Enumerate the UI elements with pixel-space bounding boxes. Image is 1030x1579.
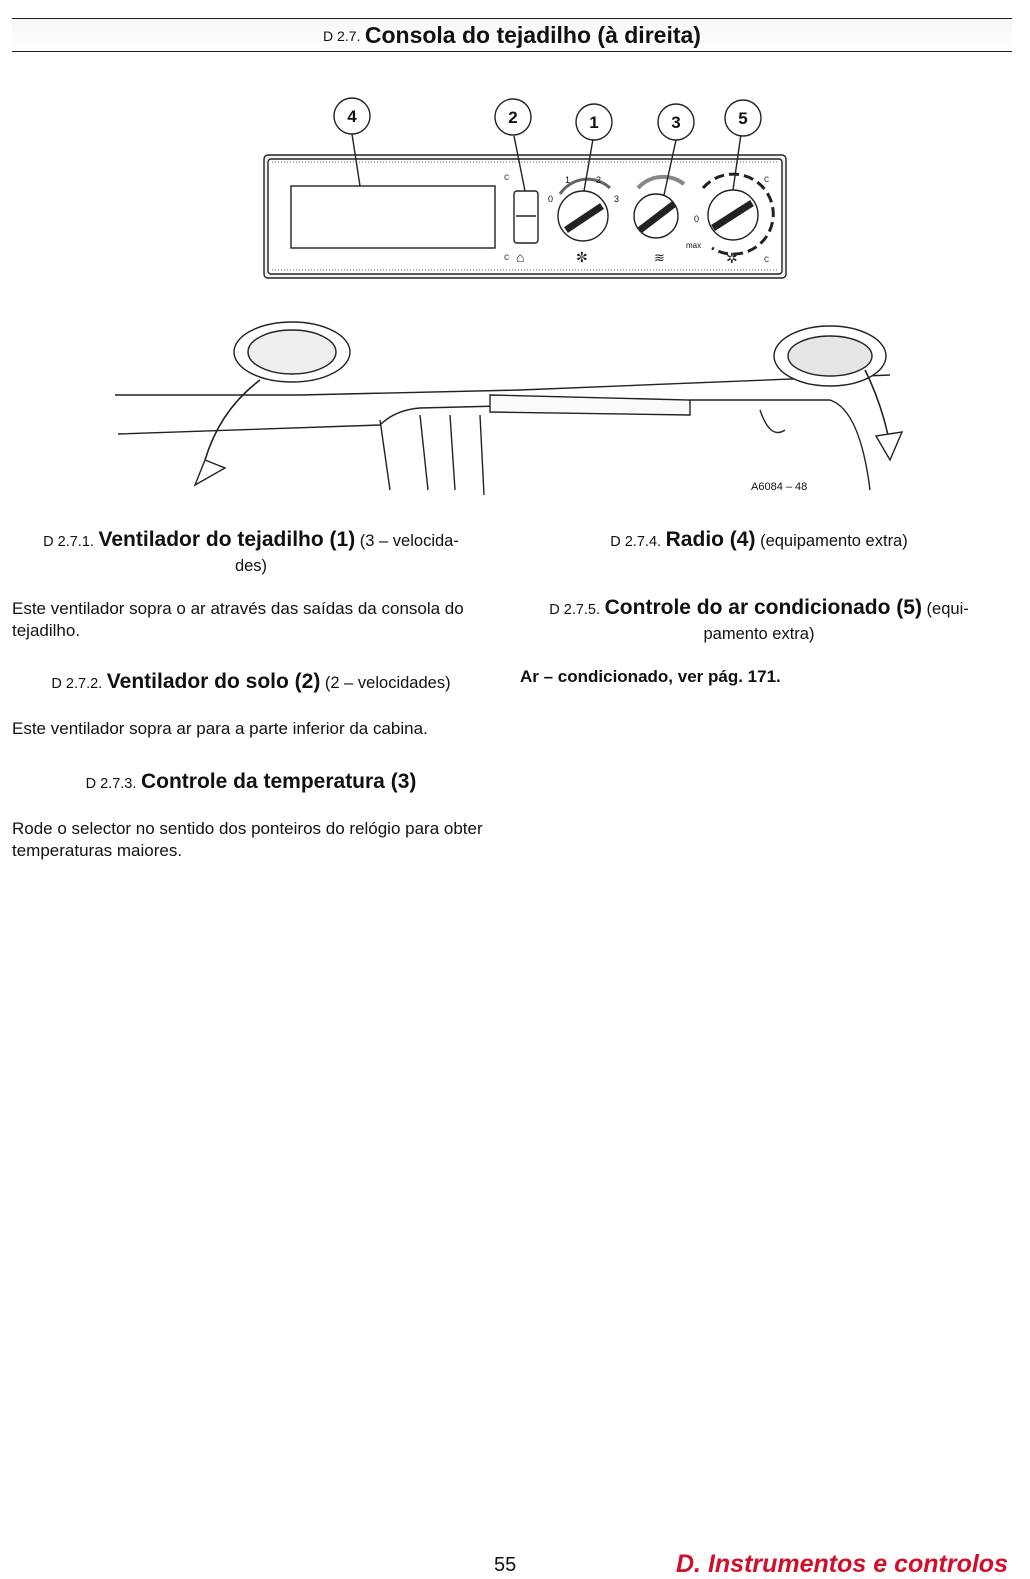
callout-4: 4 xyxy=(347,107,357,126)
section-d274-heading: D 2.7.4. Radio (4) (equipamento extra) xyxy=(610,528,908,551)
callout-2: 2 xyxy=(508,108,518,127)
section-d273-text: Rode o selector no sentido dos ponteiros do relógio para obter temperaturas maiores. xyxy=(12,819,483,860)
callout-1: 1 xyxy=(589,113,599,132)
left-airflow-arrow xyxy=(205,380,260,460)
right-airflow-arrow xyxy=(865,370,888,435)
callout-3: 3 xyxy=(671,113,681,132)
svg-text:⌂: ⌂ xyxy=(516,249,525,265)
section-d275-text: Ar – condicionado, ver pág. 171. xyxy=(520,667,781,686)
svg-text:✲: ✲ xyxy=(726,250,738,266)
svg-text:c: c xyxy=(504,172,509,183)
page-header xyxy=(12,18,1012,52)
fan-scale-0: 0 xyxy=(548,194,554,204)
right-column xyxy=(520,520,998,688)
svg-text:≋: ≋ xyxy=(654,250,665,265)
figure-code: A6084 – 48 xyxy=(751,481,808,493)
svg-text:c: c xyxy=(764,174,769,185)
left-column xyxy=(12,520,490,862)
header-number: D 2.7. xyxy=(323,28,361,44)
svg-text:c: c xyxy=(764,254,769,265)
section-d272-text: Este ventilador sopra ar para a parte inferior da cabina. xyxy=(12,719,428,738)
footer-section-title: D. Instrumentos e controlos xyxy=(676,1550,1008,1578)
section-d272-heading: D 2.7.2. Ventilador do solo (2) (2 – velocidades) xyxy=(51,670,451,693)
fan-scale-3: 3 xyxy=(614,194,620,204)
roof-console-illustration xyxy=(0,70,1030,500)
page-number: 55 xyxy=(494,1554,517,1576)
ac-scale-max: max xyxy=(686,241,702,250)
roof-line xyxy=(115,375,890,395)
header-title: Consola do tejadilho (à direita) xyxy=(364,22,701,48)
section-d271-text: Este ventilador sopra o ar através das saídas da consola do tejadilho. xyxy=(12,599,464,640)
section-d275-heading: D 2.7.5. Controle do ar condicionado (5) (equi- pamento extra) xyxy=(549,596,969,643)
svg-text:c: c xyxy=(504,252,509,263)
section-d273-heading: D 2.7.3. Controle da temperatura (3) xyxy=(85,770,417,793)
callout-5: 5 xyxy=(738,109,748,128)
fan-scale-1: 1 xyxy=(565,175,571,185)
svg-text:✼: ✼ xyxy=(576,249,588,265)
section-d271-heading: D 2.7.1. Ventilador do tejadilho (1) (3 – velocida- des) xyxy=(43,528,459,575)
fan-scale-2: 2 xyxy=(596,175,602,185)
ac-scale-min: 0 xyxy=(694,214,700,224)
